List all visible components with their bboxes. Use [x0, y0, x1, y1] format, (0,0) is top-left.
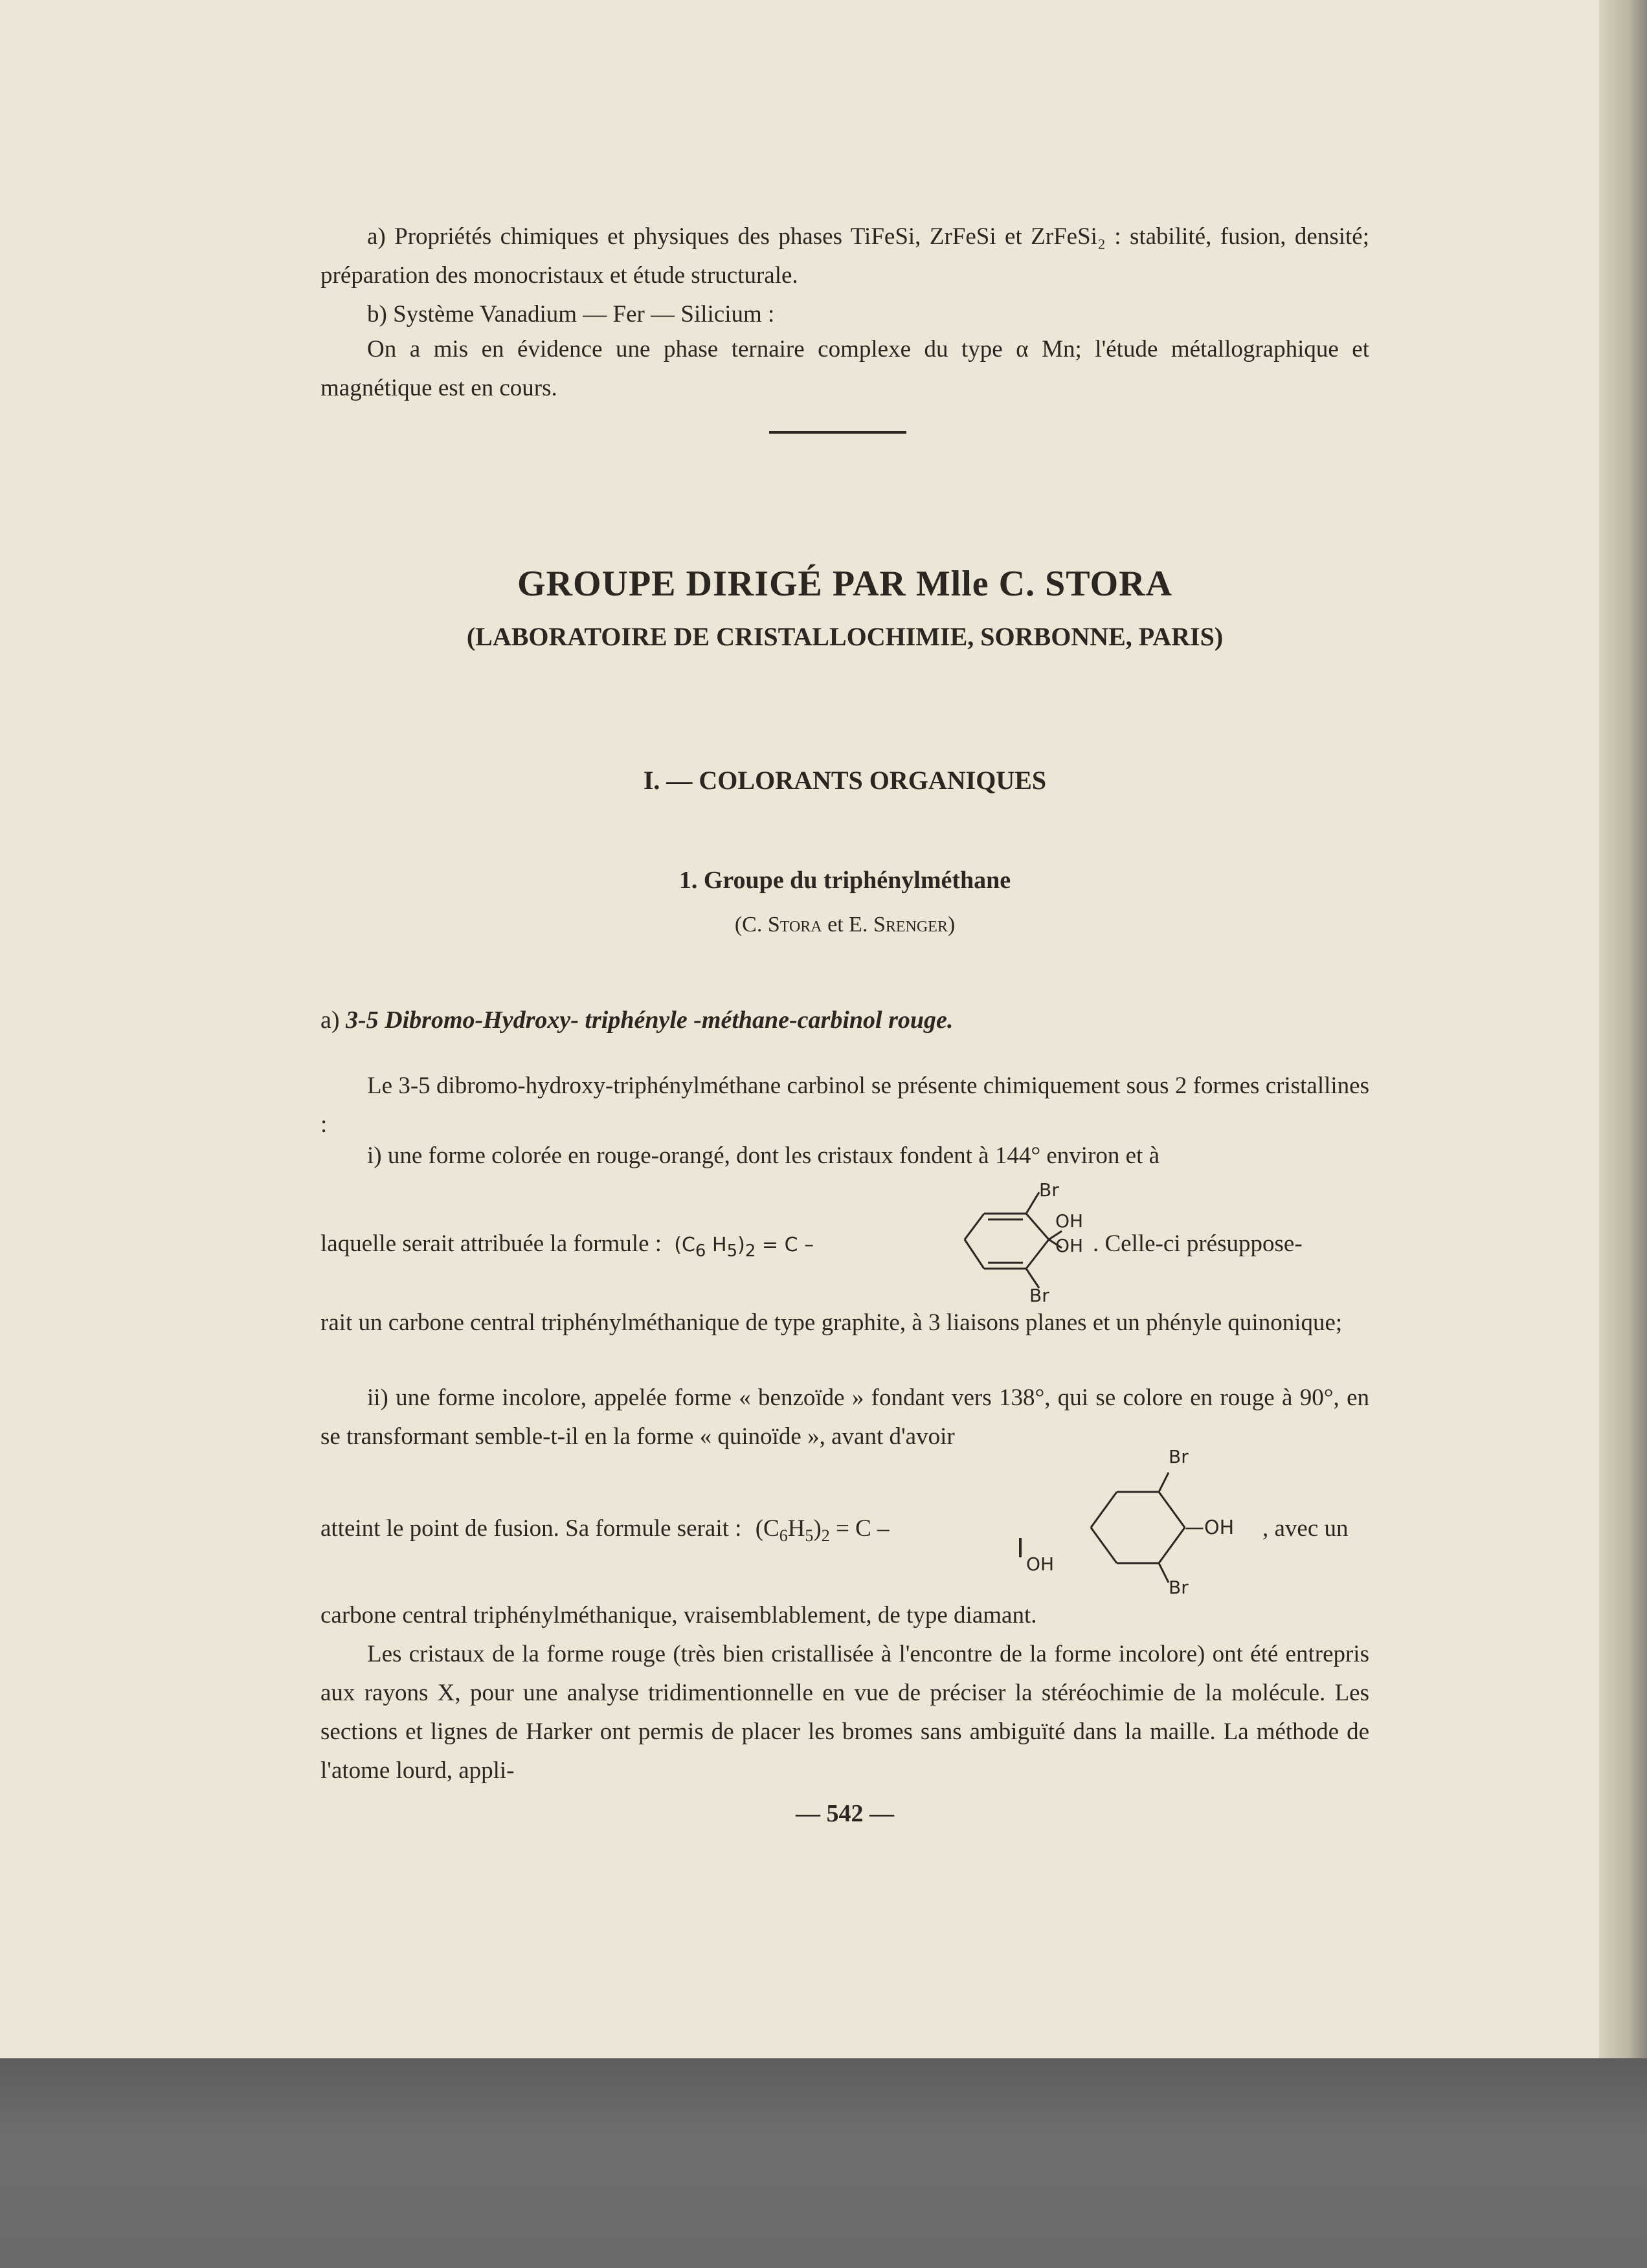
authors-line [320, 913, 1369, 937]
compound-title: 3-5 Dibromo-Hydroxy- triphényle -méthane-carbinol rouge. [346, 1006, 954, 1034]
subsection-prefix: a) [320, 1006, 346, 1034]
formula-two-expression: $(C_6H_5)_2 = C$ – [755, 1515, 890, 1545]
paragraph-phase: On a mis en évidence une phase ternaire complexe du type α Mn; l'étude métallographique et magnétique est en cours. [320, 336, 1369, 401]
paragraph-system: b) Système Vanadium — Fer — Silicium : [367, 301, 775, 328]
authors-open: (C. [734, 913, 768, 937]
bromine-bottom-label-two: Br [1169, 1577, 1189, 1598]
bromine-top-label: Br [1039, 1179, 1059, 1201]
hydroxyl-label-two: OH [1055, 1235, 1084, 1256]
formula-one-tail: . Celle-ci présuppose- [1093, 1230, 1303, 1257]
phenol-hydroxyl-label: —OH [1185, 1517, 1235, 1539]
paragraph-form-two: ii) une forme incolore, appelée forme « benzoïde » fondant vers 138°, qui se colore en rouge à 90°, en se transformant semble-t-il en la forme « quinoïde », avant d'avoir [320, 1384, 1369, 1450]
group-title: GROUPE DIRIGÉ PAR Mlle C. STORA [517, 564, 1173, 604]
authors-close: ) [947, 913, 956, 937]
paragraph-crystals: Les cristaux de la forme rouge (très bien cristallisée à l'encontre de la forme incolore) ont été entrepris aux rayons X, pour une analyse tridimentionnelle en vue de préciser la stéréochimie de la molécule. Les sections et lignes de Harker ont permis de placer les bromes sans ambiguïté dans la maille. La méthode de l'atome lourd, appli- [320, 1641, 1369, 1784]
scan-background [0, 2058, 1647, 2268]
author-stora: Stora [767, 913, 822, 937]
group-heading [320, 563, 1369, 605]
section-divider [769, 431, 906, 434]
paragraph-intro: Le 3-5 dibromo-hydroxy-triphénylméthane carbinol se présente chimiquement sous 2 formes cristallines : [320, 1073, 1369, 1138]
carbinol-hydroxyl-label: OH [1026, 1553, 1055, 1575]
section-title: I. — COLORANTS ORGANIQUES [643, 766, 1047, 795]
hydroxyl-label-one: OH [1055, 1210, 1084, 1232]
formula-two-lead: atteint le point de fusion. Sa formule serait : [320, 1515, 742, 1542]
paragraph-graphite: rait un carbone central triphénylméthanique de type graphite, à 3 liaisons planes et un phényle quinonique; [320, 1309, 1343, 1336]
lab-title: (LABORATOIRE DE CRISTALLOCHIMIE, SORBONNE, PARIS) [466, 622, 1224, 651]
subsection-title: 1. Groupe du triphénylméthane [678, 867, 1011, 894]
bromine-bottom-label: Br [1029, 1285, 1049, 1306]
paragraph-diamond: carbone central triphénylméthanique, vraisemblablement, de type diamant. [320, 1602, 1037, 1629]
carbon-hydroxyl-bond [1019, 1538, 1022, 1557]
subsection-line [320, 1001, 1369, 1040]
paragraph-properties: a) Propriétés chimiques et physiques des phases TiFeSi, ZrFeSi et ZrFeSi₂ : stabilité, fusion, densité; préparation des monocristaux et étude structurale. [320, 223, 1369, 289]
paragraph-form-one: i) une forme colorée en rouge-orangé, dont les cristaux fondent à 144° environ et à [367, 1142, 1160, 1169]
lab-heading [320, 621, 1369, 652]
bromine-top-label-two: Br [1169, 1446, 1189, 1467]
section-heading [320, 765, 1369, 795]
author-srenger: Srenger [873, 913, 948, 937]
page-number: — 542 — [796, 1800, 894, 1827]
formula-one-expression: (C6 H5)2 = C – [674, 1234, 814, 1261]
formula-one-lead: laquelle serait attribuée la formule : [320, 1230, 662, 1257]
formula-two-tail: , avec un [1262, 1515, 1349, 1542]
page-edge [1599, 0, 1647, 2058]
authors-mid: et E. [822, 913, 873, 937]
subsection-heading [320, 866, 1369, 895]
